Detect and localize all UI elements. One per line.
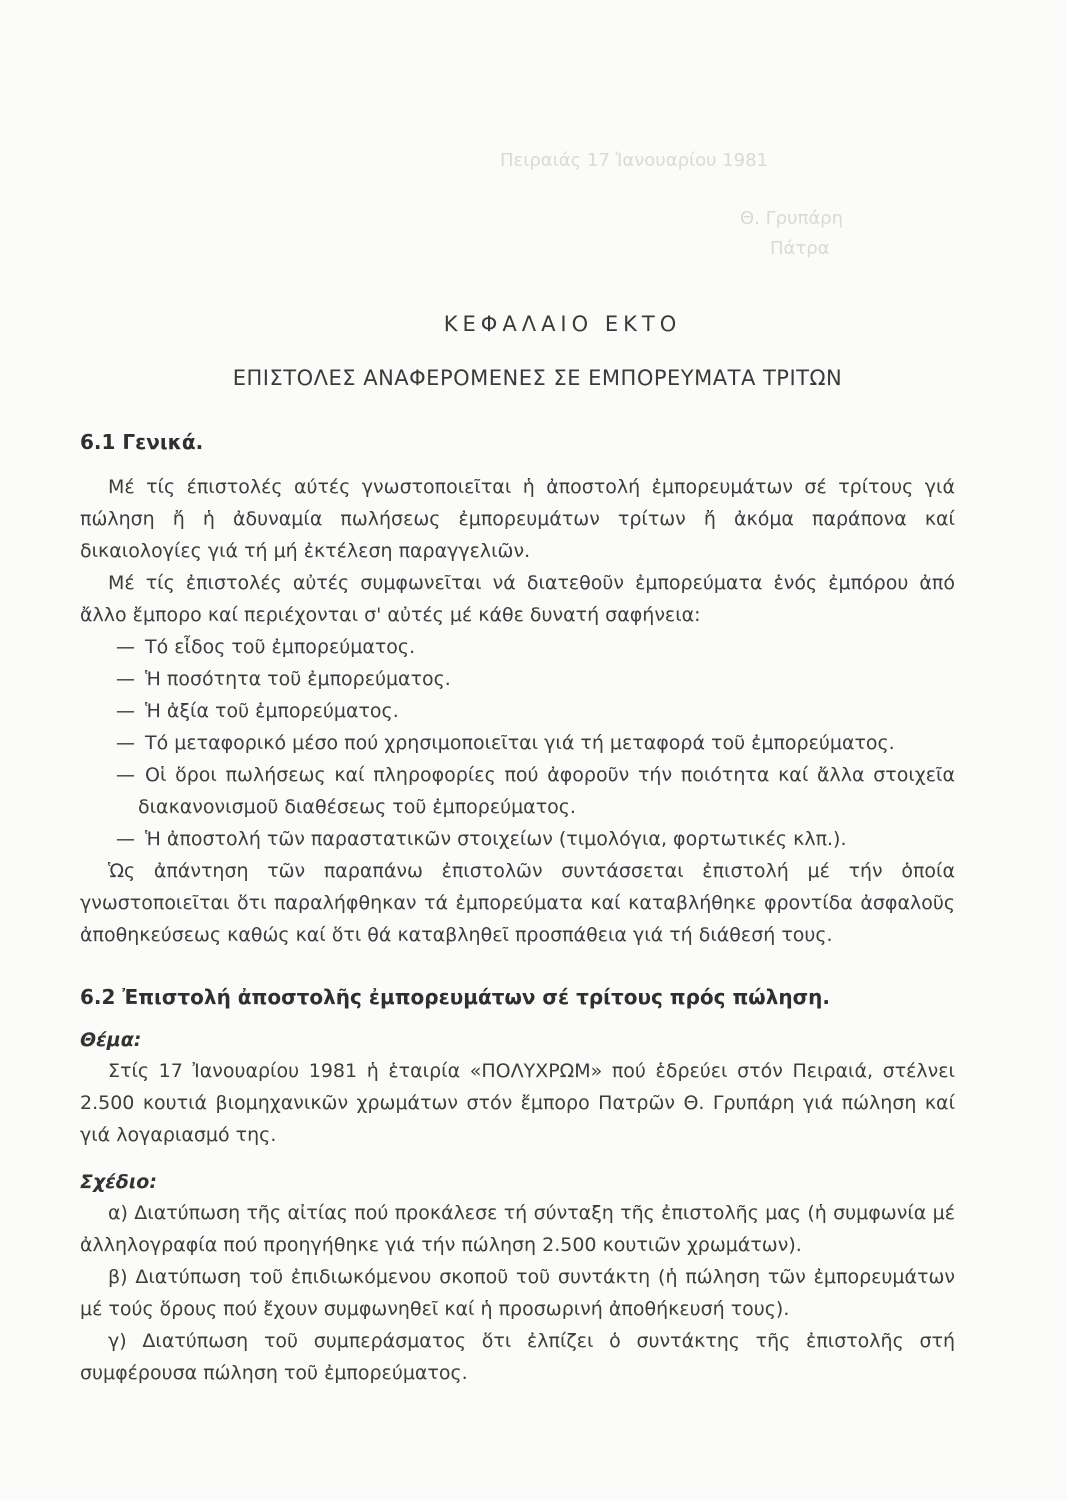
theme-text: Στίς 17 Ἰανουαρίου 1981 ἡ ἑταιρία «ΠΟΛΥΧΡΩΜ» πού ἑδρεύει στόν Πειραιά, στέλνει 2.500 κουτιά βιομηχανικῶν χρωμάτων στόν ἔμπορο Πατρῶν Θ. Γρυπάρη γιά πώληση καί γιά λογαριασμό της. <box>80 1060 955 1146</box>
paragraph-reply: Ὡς ἀπάντηση τῶν παραπάνω ἐπιστολῶν συντάσσεται ἐπιστολή μέ τήν ὁποία γνωστοποιεῖται ὅτι παραλήφθηκαν τά ἐμπορεύματα καί καταβλήθηκε φροντίδα ἀσφαλοῦς ἀποθηκεύσεως καθώς καί ὅτι θά καταβληθεῖ προσπάθεια γιά τή διάθεσή τους. <box>80 860 955 946</box>
theme-label: Θέμα: <box>80 1029 142 1051</box>
list-dash: — <box>116 668 135 690</box>
plan-item-a: α) Διατύπωση τῆς αἰτίας πού προκάλεσε τή σύνταξη τῆς ἐπιστολῆς μας (ἡ συμφωνία μέ ἀλληλογραφία πού προηγήθηκε γιά τήν πώληση 2.500 κουτιῶν χρωμάτων). <box>80 1202 955 1256</box>
list-item <box>80 823 955 855</box>
list-item <box>80 663 955 695</box>
page-content <box>80 300 955 1389</box>
chapter-label: ΚΕΦΑΛΑΙΟ ΕΚΤΟ <box>443 312 682 336</box>
list-item <box>80 631 955 663</box>
list-item-text: Ἡ ἀποστολή τῶν παραστατικῶν στοιχείων (τιμολόγια, φορτωτικές κλπ.). <box>145 828 847 850</box>
contents-list <box>80 631 955 855</box>
list-item-text: Ἡ ποσότητα τοῦ ἐμπορεύματος. <box>145 668 451 690</box>
list-item-text: Οἱ ὅροι πωλήσεως καί πληροφορίες πού ἀφοροῦν τήν ποιότητα καί ἄλλα στοιχεῖα διακανονισμοῦ διαθέσεως τοῦ ἐμπορεύματος. <box>138 764 955 818</box>
list-item <box>80 759 955 823</box>
list-dash: — <box>116 764 135 786</box>
list-dash: — <box>116 732 135 754</box>
list-dash: — <box>116 828 135 850</box>
paragraph-contents: Μέ τίς ἐπιστολές αὐτές συμφωνεῖται νά διατεθοῦν ἐμπορεύματα ἑνός ἐμπόρου ἀπό ἄλλο ἔμπορο καί περιέχονται σ' αὐτές μέ κάθε δυνατή σαφήνεια: <box>80 572 955 626</box>
bleed-through-city: Πάτρα <box>770 238 830 259</box>
plan-item-c: γ) Διατύπωση τοῦ συμπεράσματος ὅτι ἐλπίζει ὁ συντάκτης τῆς ἐπιστολῆς στή συμφέρουσα πώληση τοῦ ἐμπορεύματος. <box>80 1330 955 1384</box>
list-item-text: Τό εἶδος τοῦ ἐμπορεύματος. <box>145 636 416 658</box>
list-item <box>80 727 955 759</box>
bleed-through-date: Πειραιάς 17 Ἰανουαρίου 1981 <box>500 150 769 171</box>
list-dash: — <box>116 700 135 722</box>
plan-item-b: β) Διατύπωση τοῦ ἐπιδιωκόμενου σκοποῦ τοῦ συντάκτη (ἡ πώληση τῶν ἐμπορευμάτων μέ τούς ὅρους πού ἔχουν συμφωνηθεῖ καί ἡ προσωρινή ἀποθήκευσή τους). <box>80 1266 955 1320</box>
list-item <box>80 695 955 727</box>
chapter-title: ΕΠΙΣΤΟΛΕΣ ΑΝΑΦΕΡΟΜΕΝΕΣ ΣΕ ΕΜΠΟΡΕΥΜΑΤΑ ΤΡΙΤΩΝ <box>232 366 843 390</box>
plan-label: Σχέδιο: <box>80 1171 157 1193</box>
list-item-text: Ἡ ἀξία τοῦ ἐμπορεύματος. <box>145 700 399 722</box>
list-dash: — <box>116 636 135 658</box>
paragraph-intro: Μέ τίς έπιστολές αύτές γνωστοποιεῖται ἡ ἀποστολή ἐμπορευμάτων σέ τρίτους γιά πώληση ἤ ἡ ἀδυναμία πωλήσεως ἐμπορευμάτων τρίτων ἤ ἀκόμα παράπονα καί δικαιολογίες γιά τή μή ἐκτέλεση παραγγελιῶν. <box>80 476 955 562</box>
bleed-through-addressee: Θ. Γρυπάρη <box>740 208 844 229</box>
section-heading-letter: 6.2 Ἐπιστολή ἀποστολῆς ἐμπορευμάτων σέ τρίτους πρός πώληση. <box>80 985 830 1009</box>
list-item-text: Τό μεταφορικό μέσο πού χρησιμοποιεῖται γιά τή μεταφορά τοῦ ἐμπορεύματος. <box>145 732 895 754</box>
section-heading-general: 6.1 Γενικά. <box>80 430 204 454</box>
